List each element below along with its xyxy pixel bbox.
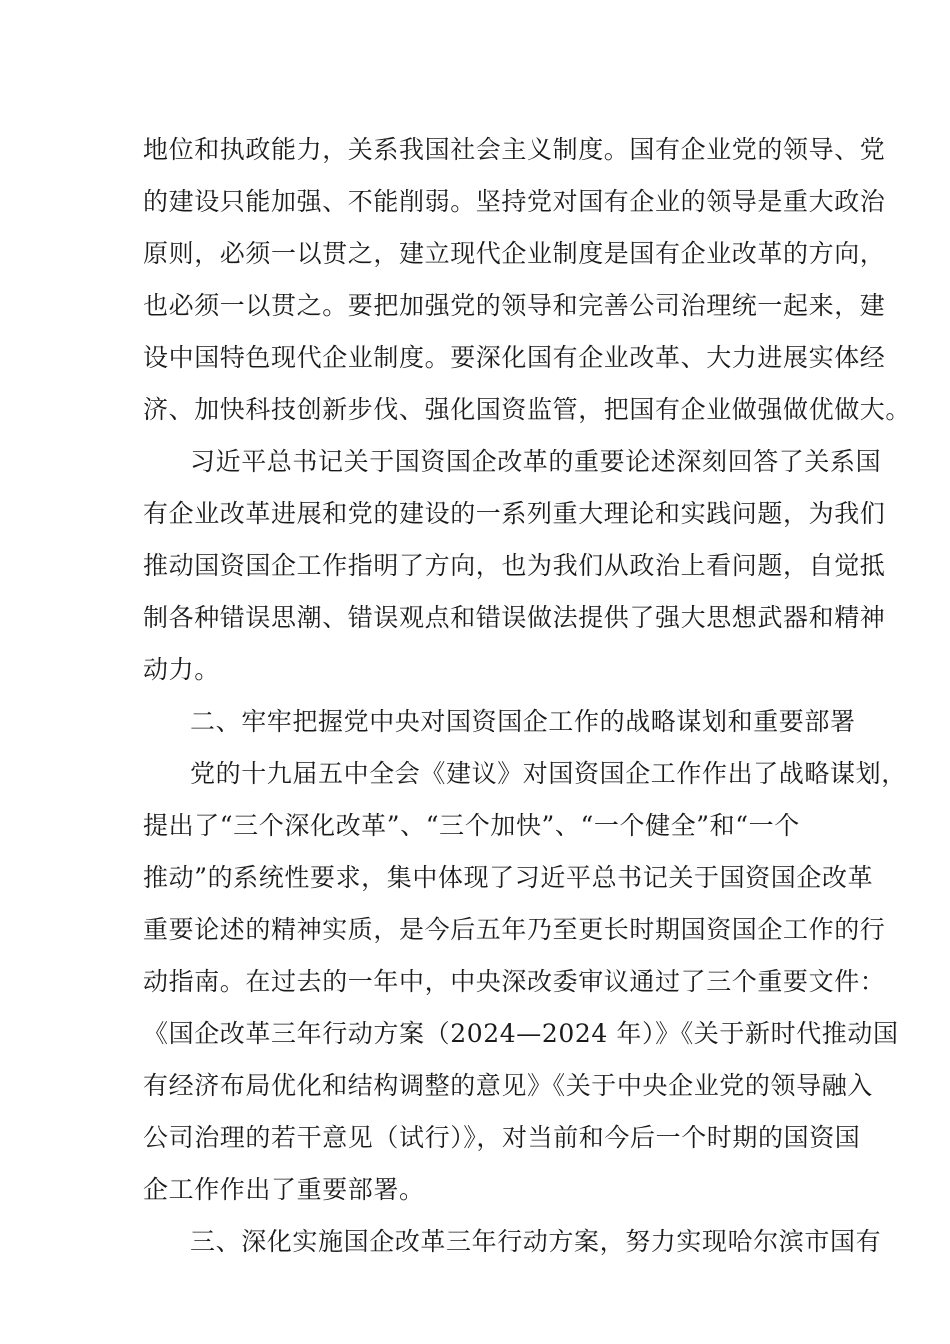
section-heading: 三、深化实施国企改革三年行动方案，努力实现哈尔滨市国有 xyxy=(190,1227,882,1256)
text-line: 提出了“三个深化改革”、“三个加快”、“一个健全”和“一个 xyxy=(143,811,800,840)
text-line: 推动国资国企工作指明了方向，也为我们从政治上看问题，自觉抵 xyxy=(143,551,886,580)
text-line: 推动”的系统性要求，集中体现了习近平总书记关于国资国企改革 xyxy=(143,863,874,892)
text-line: 《国企改革三年行动方案（2024—2024 年）》《关于新时代推动国 xyxy=(143,1019,899,1048)
text-line: 地位和执政能力，关系我国社会主义制度。国有企业党的领导、党 xyxy=(143,135,886,164)
text-line: 制各种错误思潮、错误观点和错误做法提供了强大思想武器和精神 xyxy=(143,603,886,632)
text-line: 原则，必须一以贯之，建立现代企业制度是国有企业改革的方向， xyxy=(143,239,886,268)
text-line: 企工作作出了重要部署。 xyxy=(143,1175,425,1204)
text-line: 有企业改革进展和党的建设的一系列重大理论和实践问题，为我们 xyxy=(143,499,886,528)
text-line: 重要论述的精神实质，是今后五年乃至更长时期国资国企工作的行 xyxy=(143,915,886,944)
text-line: 公司治理的若干意见（试行）》，对当前和今后一个时期的国资国 xyxy=(143,1123,861,1152)
text-line: 济、加快科技创新步伐、强化国资监管，把国有企业做强做优做大。 xyxy=(143,395,912,424)
text-line: 有经济布局优化和结构调整的意见》《关于中央企业党的领导融入 xyxy=(143,1071,873,1100)
paragraph-first-line: 党的十九届五中全会《建议》对国资国企工作作出了战略谋划， xyxy=(190,759,907,788)
text-line: 动力。 xyxy=(143,655,220,684)
text-line: 的建设只能加强、不能削弱。坚持党对国有企业的领导是重大政治 xyxy=(143,187,886,216)
section-heading: 二、牢牢把握党中央对国资国企工作的战略谋划和重要部署 xyxy=(190,707,856,736)
paragraph-first-line: 习近平总书记关于国资国企改革的重要论述深刻回答了关系国 xyxy=(190,447,882,476)
text-line: 设中国特色现代企业制度。要深化国有企业改革、大力进展实体经 xyxy=(143,343,886,372)
text-line: 动指南。在过去的一年中，中央深改委审议通过了三个重要文件： xyxy=(143,967,886,996)
text-line: 也必须一以贯之。要把加强党的领导和完善公司治理统一起来，建 xyxy=(143,291,886,320)
